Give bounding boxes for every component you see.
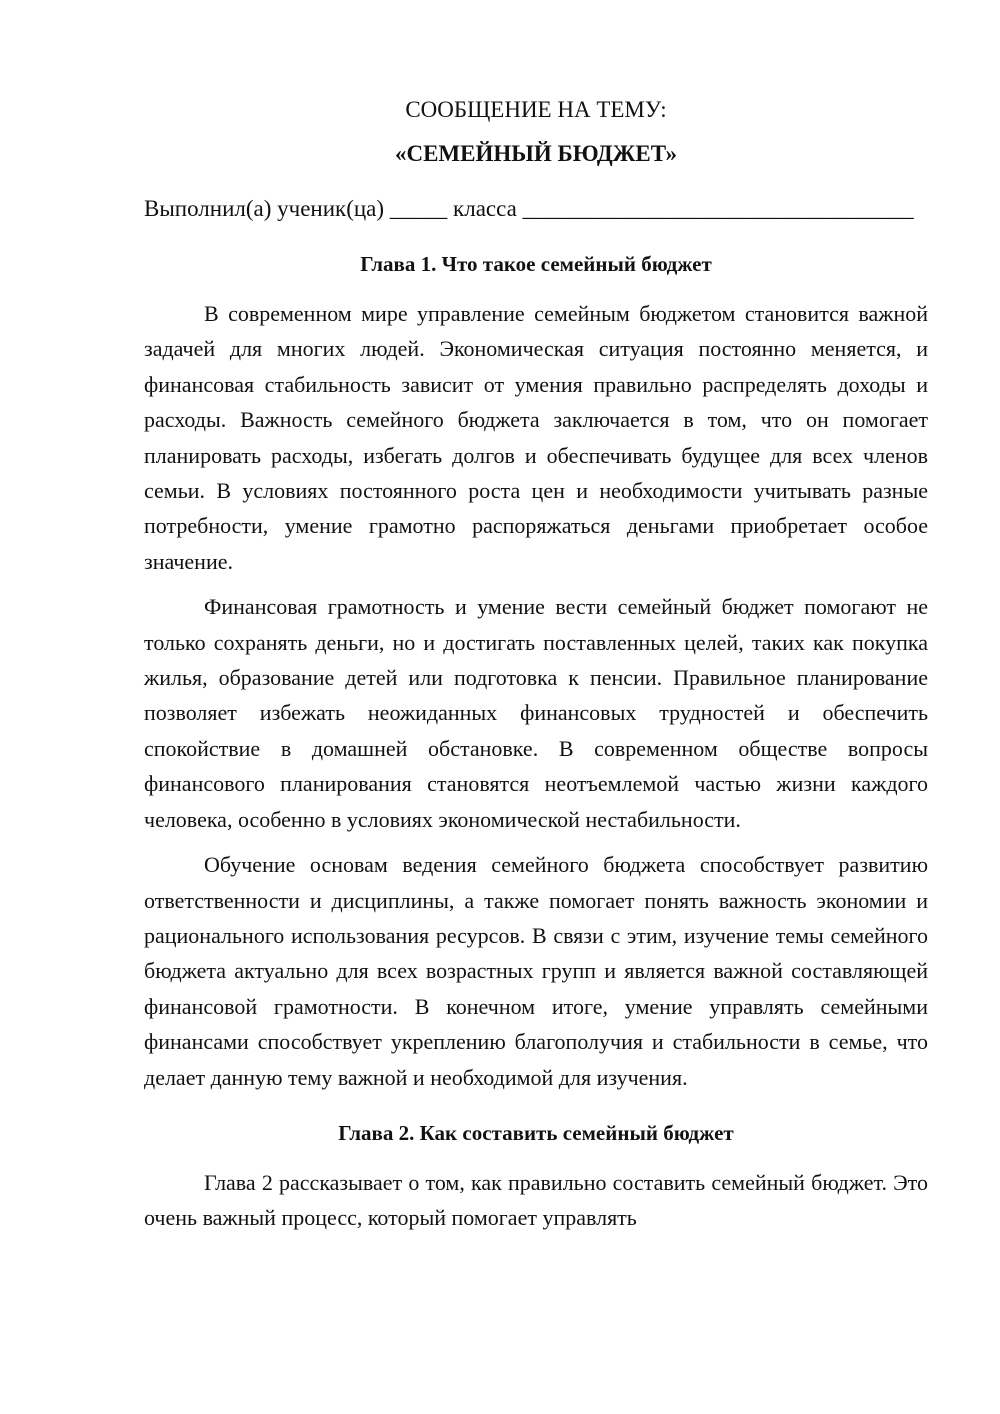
chapter-2-heading: Глава 2. Как составить семейный бюджет	[338, 1120, 734, 1145]
chapter-2-paragraph-1: Глава 2 рассказывает о том, как правильно составить семейный бюджет. Это очень важный процесс, который помогает управлять	[144, 1169, 928, 1231]
author-line: Выполнил(а) ученик(ца) _____ класса __________________________________	[144, 196, 914, 221]
document-title: СООБЩЕНИЕ НА ТЕМУ:	[405, 97, 667, 122]
chapter-1-paragraph-1: В современном мире управление семейным бюджетом становится важной задачей для многих людей. Экономическая ситуация постоянно меняется, и финансовая стабильность зависит от умения правильно распределять доходы и расходы. Важность семейного бюджета заключается в том, что он помогает планировать расходы, избегать долгов и обеспечивать будущее для всех членов семьи. В условиях постоянного роста цен и необходимости учитывать разные потребности, умение грамотно распоряжаться деньгами приобретает особое значение.	[144, 301, 928, 574]
document-topic: «СЕМЕЙНЫЙ БЮДЖЕТ»	[394, 141, 678, 166]
document-page	[144, 92, 928, 1236]
chapter-1-paragraph-2: Финансовая грамотность и умение вести семейный бюджет помогают не только сохранять деньги, но и достигать поставленных целей, таких как покупка жилья, образование детей или подготовка к пенсии. Правильное планирование позволяет избежать неожиданных финансовых трудностей и обеспечить спокойствие в домашней обстановке. В современном обществе вопросы финансового планирования становятся неотъемлемой частью жизни каждого человека, особенно в условиях экономической нестабильности.	[144, 594, 928, 832]
chapter-1-heading: Глава 1. Что такое семейный бюджет	[360, 252, 712, 276]
chapter-1-paragraph-3: Обучение основам ведения семейного бюджета способствует развитию ответственности и дисциплины, а также помогает понять важность экономии и рационального использования ресурсов. В связи с этим, изучение темы семейного бюджета актуально для всех возрастных групп и является важной составляющей финансовой грамотности. В конечном итоге, умение управлять семейными финансами способствует укреплению благополучия и стабильности в семье, что делает данную тему важной и необходимой для изучения.	[144, 852, 928, 1090]
